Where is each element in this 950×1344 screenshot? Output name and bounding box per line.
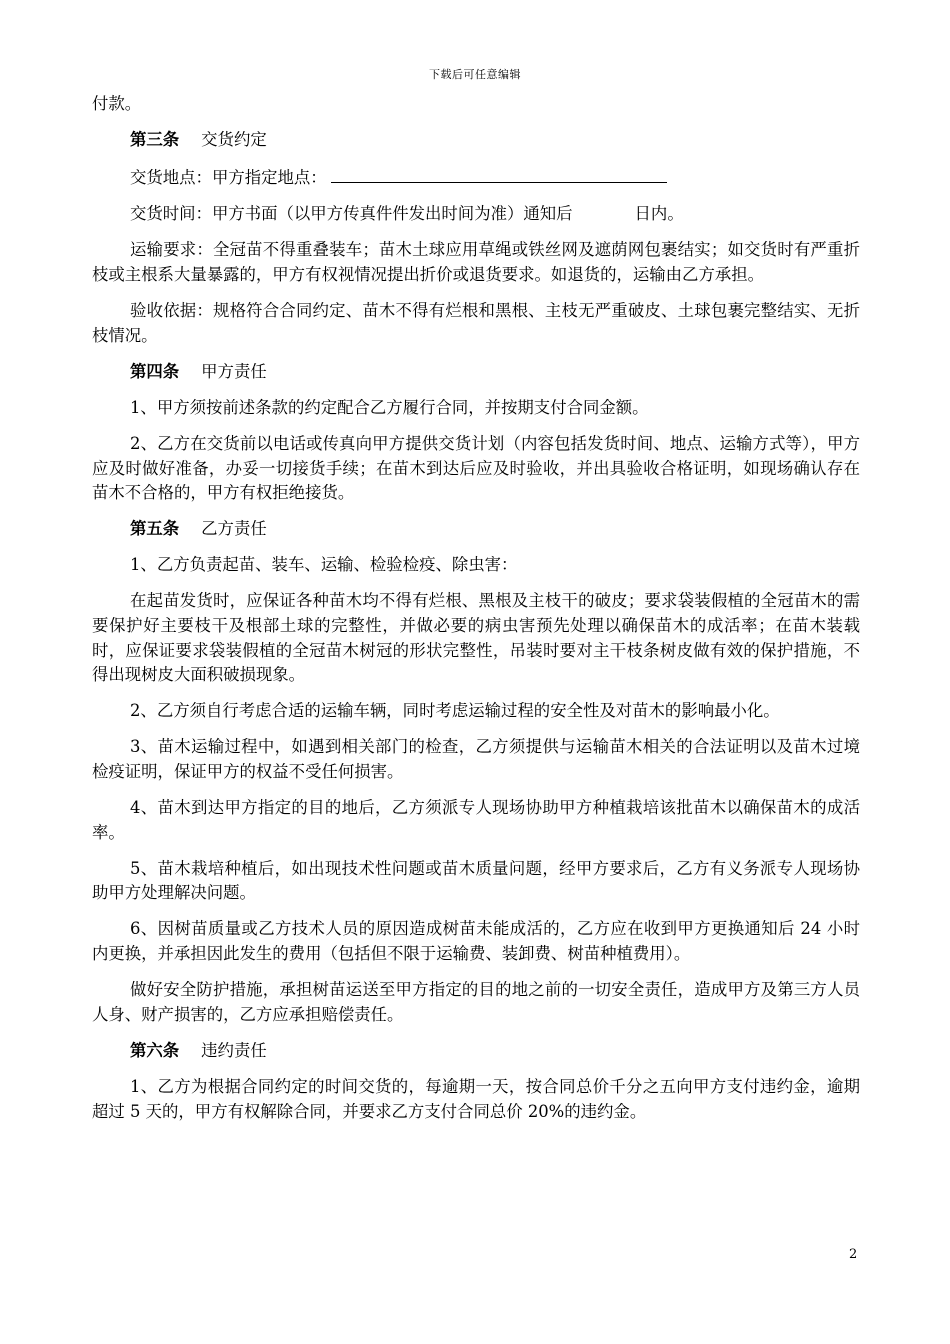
paragraph: 付款。 (92, 94, 142, 113)
article-heading-5 (92, 517, 860, 542)
article-number: 第五条 (130, 519, 180, 539)
paragraph: 做好安全防护措施，承担树苗运送至甲方指定的目的地之前的一切安全责任，造成甲方及第三方人员人身、财产损害的，乙方应承担赔偿责任。 (92, 980, 860, 1024)
paragraph: 6、因树苗质量或乙方技术人员的原因造成树苗未能成活的，乙方应在收到甲方更换通知后 24 小时内更换，并承担因此发生的费用（包括但不限于运输费、装卸费、树苗种植费用）。 (92, 919, 860, 964)
blank-fill-line (331, 164, 667, 183)
article-title: 交货约定 (201, 130, 267, 150)
article-number: 第四条 (130, 361, 180, 381)
article-title: 违约责任 (201, 1040, 267, 1060)
article-title: 乙方责任 (201, 519, 267, 539)
article-heading-6 (92, 1039, 860, 1064)
delivery-location-label: 交货地点：甲方指定地点： (130, 168, 327, 188)
document-body (92, 92, 860, 1124)
paragraph: 1、甲方须按前述条款的约定配合乙方履行合同，并按期支付合同金额。 (130, 397, 649, 417)
article-number: 第三条 (130, 130, 180, 150)
paragraph: 3、苗木运输过程中，如遇到相关部门的检查，乙方须提供与运输苗木相关的合法证明以及苗木过境检疫证明，保证甲方的权益不受任何损害。 (92, 737, 860, 781)
paragraph: 在起苗发货时，应保证各种苗木均不得有烂根、黑根及主枝干的破皮；要求袋装假植的全冠苗木的需要保护好主要枝干及根部土球的完整性，并做必要的病虫害预先处理以确保苗木的成活率；在苗木装载时，应保证要求袋装假植的全冠苗木树冠的形状完整性，吊装时要对主干枝条树皮做有效的保护措施，不得出现树皮大面积破损现象。 (92, 591, 860, 685)
delivery-time-text: 交货时间：甲方书面（以甲方传真件件发出时间为准）通知后 (130, 204, 573, 224)
paragraph: 验收依据：规格符合合同约定、苗木不得有烂根和黑根、主枝无严重破皮、土球包裹完整结实、无折枝情况。 (92, 301, 860, 345)
article-heading-3 (92, 128, 860, 153)
paragraph: 1、乙方为根据合同约定的时间交货的，每逾期一天，按合同总价千分之五向甲方支付违约金，逾期超过 5 天的，甲方有权解除合同，并要求乙方支付合同总价 20%的违约金。 (92, 1076, 860, 1121)
article-title: 甲方责任 (201, 361, 267, 381)
paragraph: 4、苗木到达甲方指定的目的地后，乙方须派专人现场协助甲方种植栽培该批苗木以确保苗木的成活率。 (92, 798, 860, 842)
delivery-location-line (92, 164, 860, 191)
paragraph: 1、乙方负责起苗、装车、运输、检验检疫、除虫害： (130, 555, 518, 575)
page-number: 2 (849, 1247, 858, 1262)
delivery-time-line (92, 202, 860, 227)
article-heading-4 (92, 360, 860, 385)
paragraph: 5、苗木栽培种植后，如出现技术性问题或苗木质量问题，经甲方要求后，乙方有义务派专人现场协助甲方处理解决问题。 (92, 858, 860, 903)
delivery-time-suffix: 日内。 (634, 204, 684, 224)
paragraph: 2、乙方须自行考虑合适的运输车辆，同时考虑运输过程的安全性及对苗木的影响最小化。 (130, 701, 780, 721)
article-number: 第六条 (130, 1040, 180, 1060)
page-header: 下载后可任意编辑 (429, 68, 521, 81)
paragraph: 2、乙方在交货前以电话或传真向甲方提供交货计划（内容包括发货时间、地点、运输方式等），甲方应及时做好准备，办妥一切接货手续；在苗木到达后应及时验收，并出具验收合格证明，如现场确认存在苗木不合格的，甲方有权拒绝接货。 (92, 433, 860, 503)
paragraph: 运输要求：全冠苗不得重叠装车；苗木土球应用草绳或铁丝网及遮荫网包裹结实；如交货时有严重折枝或主根系大量暴露的，甲方有权视情况提出折价或退货要求。如退货的，运输由乙方承担。 (92, 240, 860, 284)
